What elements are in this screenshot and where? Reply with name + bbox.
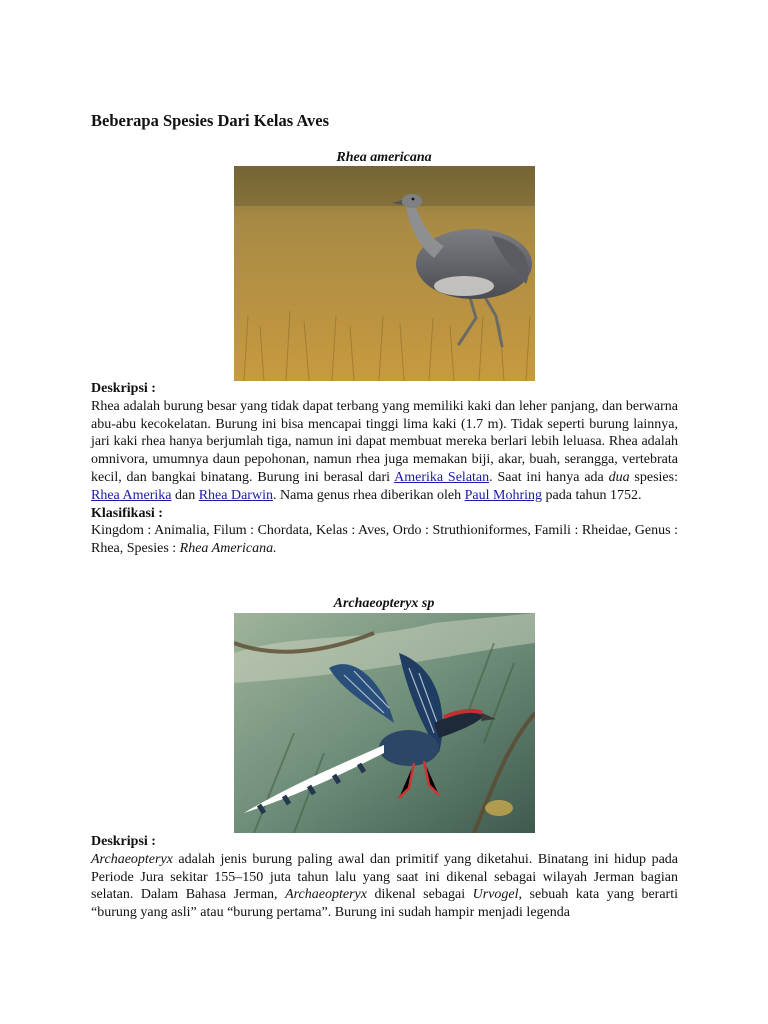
klasifikasi-part: Kingdom : Animalia, Filum : Chordata, Kelas : Aves, Ordo : Struthioniformes, Famili : Rheidae, Genus : Rhea, Spesies : — [91, 523, 678, 557]
archaeopteryx-description-text — [91, 851, 678, 922]
link-rhea-amerika[interactable]: Rhea Amerika — [91, 487, 172, 503]
link-rhea-darwin[interactable]: Rhea Darwin — [198, 487, 273, 503]
rhea-desc-part: . Saat ini hanya ada — [489, 469, 609, 485]
rhea-description-section — [91, 380, 678, 558]
klasifikasi-species-name: Rhea Americana. — [179, 541, 277, 557]
rhea-klasifikasi-label: Klasifikasi : — [91, 505, 163, 521]
rhea-caption: Rhea americana — [336, 150, 432, 165]
archaeopteryx-desc-emphasis: Urvogel — [472, 887, 519, 903]
archaeopteryx-desc-part: , sebuah kata yang berarti “burung yang asli” atau “burung pertama”. Burung ini sudah hampir menjadi legenda — [91, 887, 678, 921]
rhea-desc-part: dan — [171, 487, 199, 503]
archaeopteryx-caption: Archaeopteryx sp — [333, 596, 435, 611]
rhea-desc-part: pada tahun 1752. — [542, 487, 642, 503]
archaeopteryx-desc-part: dikenal sebagai — [366, 887, 473, 903]
archaeopteryx-desc-part: adalah jenis burung paling awal dan primitif yang diketahui. Binatang ini hidup pada Periode Jura sekitar 155–150 juta tahun lalu yang saat ini dikenal sebagai wilayah Jerman bagian selatan. Dalam Bahasa Jerman, — [91, 851, 678, 903]
rhea-desc-part: spesies: — [629, 469, 678, 485]
archaeopteryx-illustration — [234, 613, 535, 833]
archaeopteryx-desc-emphasis: Archaeopteryx — [285, 887, 367, 903]
link-amerika-selatan[interactable]: Amerika Selatan — [394, 469, 490, 485]
rhea-desc-emphasis: dua — [608, 469, 630, 485]
document-title: Beberapa Spesies Dari Kelas Aves — [91, 111, 330, 130]
rhea-photo — [234, 166, 535, 381]
rhea-desc-part: . Nama genus rhea diberikan oleh — [272, 487, 465, 503]
archaeopteryx-description-section — [91, 833, 678, 922]
rhea-desc-part: Rhea adalah burung besar yang tidak dapat terbang yang memiliki kaki dan leher panjang, dan berwarna abu-abu kecokelatan. Burung ini bisa mencapai tinggi lima kaki (1.7 m). Tidak seperti burung lainnya, jari kaki rhea hanya berjumlah tiga, namun ini dapat membuat mereka berlari lebih leluasa. Rhea adalah omnivora, umumnya daun pepohonan, namun rhea juga memakan biji, akar, buah, serangga, vertebrata kecil, dan bangkai binatang. Burung ini berasal dari — [91, 398, 678, 485]
archaeopteryx-deskripsi-label: Deskripsi : — [91, 834, 156, 849]
rhea-klasifikasi-text — [91, 522, 678, 558]
rhea-deskripsi-label: Deskripsi : — [91, 381, 156, 396]
link-paul-mohring[interactable]: Paul Mohring — [464, 487, 543, 503]
archaeopteryx-desc-emphasis: Archaeopteryx — [91, 851, 173, 867]
rhea-description-text — [91, 398, 678, 505]
